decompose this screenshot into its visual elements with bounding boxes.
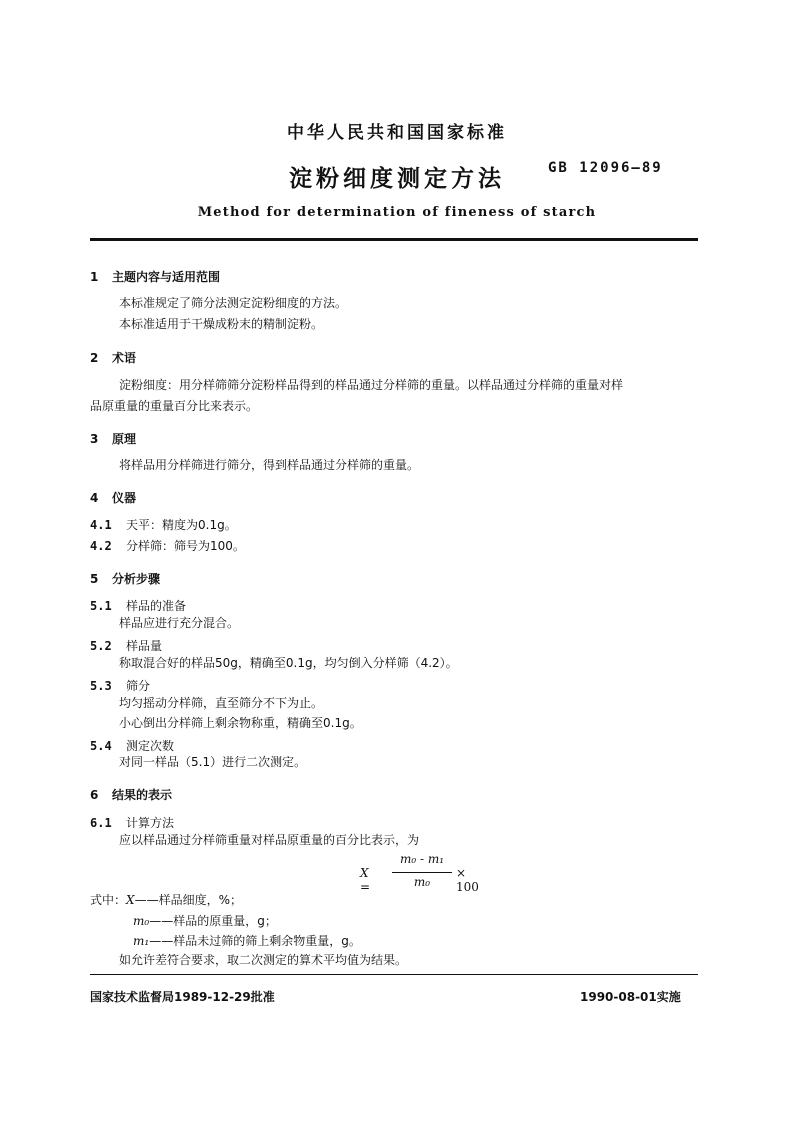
clause-number: 4.1 [90,518,112,532]
clause-title: 样品的准备 [126,599,187,613]
paragraph: 对同一样品（5.1）进行二次测定。 [119,755,307,769]
clause-text: 天平：精度为0.1g。 [126,518,237,532]
legend-prefix: 式中： [90,893,127,907]
paragraph: 本标准适用于干燥成粉末的精制淀粉。 [119,317,324,331]
clause-5-1 [90,597,186,614]
paragraph: 样品应进行充分混合。 [119,616,240,630]
clause-number: 5.4 [90,739,112,753]
section-1-heading [90,268,220,285]
clause-number: 5.2 [90,639,112,653]
clause-title: 计算方法 [126,816,175,830]
clause-number: 5.1 [90,599,112,613]
approval-date: 国家技术监督局1989-12-29批准 [90,990,275,1004]
standard-code: GB 12096—89 [548,160,663,176]
legend-symbol: m₁ [133,934,150,948]
section-number: 1 [90,270,99,284]
section-6-heading [90,786,172,803]
section-title: 主题内容与适用范围 [112,270,221,284]
effective-date: 1990-08-01实施 [580,990,681,1004]
paragraph-line: 品原重量的重量百分比来表示。 [90,399,259,413]
legend-symbol: m₀ [133,914,150,928]
section-5-heading [90,570,160,587]
paragraph: 本标准规定了筛分法测定淀粉细度的方法。 [119,296,348,310]
clause-number: 6.1 [90,816,112,830]
section-number: 5 [90,572,99,586]
clause-number: 5.3 [90,679,112,693]
formula-denominator: m₀ [413,875,431,889]
section-title: 术语 [112,351,137,365]
clause-4-1 [90,516,237,533]
clause-5-2 [90,637,162,654]
paragraph: 称取混合好的样品50g，精确至0.1g，均匀倒入分样筛（4.2）。 [119,656,458,670]
document-title-cn: 淀粉细度测定方法 [289,166,505,192]
clause-title: 测定次数 [126,739,175,753]
document-title-en: Method for determination of fineness of starch [197,205,597,220]
clause-number: 4.2 [90,539,112,553]
national-standard-heading: 中华人民共和国国家标准 [287,123,507,143]
clause-5-4 [90,737,174,754]
section-2-heading [90,349,136,366]
section-title: 分析步骤 [112,572,161,586]
legend-desc: ——样品未过筛的筛上剩余物重量，g。 [149,934,361,948]
section-number: 3 [90,432,99,446]
section-title: 结果的表示 [112,788,173,802]
paragraph: 将样品用分样筛进行筛分，得到样品通过分样筛的重量。 [119,458,420,472]
section-3-heading [90,430,136,447]
legend-m0 [133,912,277,930]
formula-numerator: m₀ - m₁ [399,852,445,866]
paragraph-line: 淀粉细度：用分样筛筛分淀粉样品得到的样品通过分样筛的重量。以样品通过分样筛的重量对样 [119,378,624,392]
legend-desc: ——样品的原重量，g； [149,914,277,928]
result-note: 如允许差符合要求，取二次测定的算术平均值为结果。 [119,953,408,967]
header-divider [90,238,698,241]
section-number: 2 [90,351,99,365]
clause-6-1 [90,814,174,831]
section-4-heading [90,489,136,506]
section-title: 原理 [112,432,137,446]
clause-5-3 [90,677,150,694]
section-number: 4 [90,491,99,505]
clause-4-2 [90,537,245,554]
clause-title: 筛分 [126,679,151,693]
formula-multiplier: × 100 [456,866,479,894]
paragraph: 应以样品通过分样筛重量对样品原重量的百分比表示，为 [119,833,420,847]
legend-desc: ——样品细度，%； [134,893,242,907]
clause-text: 分样筛：筛号为100。 [126,539,245,553]
paragraph: 均匀摇动分样筛，直至筛分不下为止。 [119,696,324,710]
legend-symbol: X [126,893,135,907]
clause-title: 样品量 [126,639,163,653]
fraction-bar [392,872,452,873]
formula-lhs: X = [360,866,371,894]
paragraph: 小心倒出分样筛上剩余物称重，精确至0.1g。 [119,716,362,730]
section-number: 6 [90,788,99,802]
section-title: 仪器 [112,491,137,505]
legend-x [90,891,242,909]
legend-m1 [133,932,361,950]
footer-divider [90,974,698,975]
